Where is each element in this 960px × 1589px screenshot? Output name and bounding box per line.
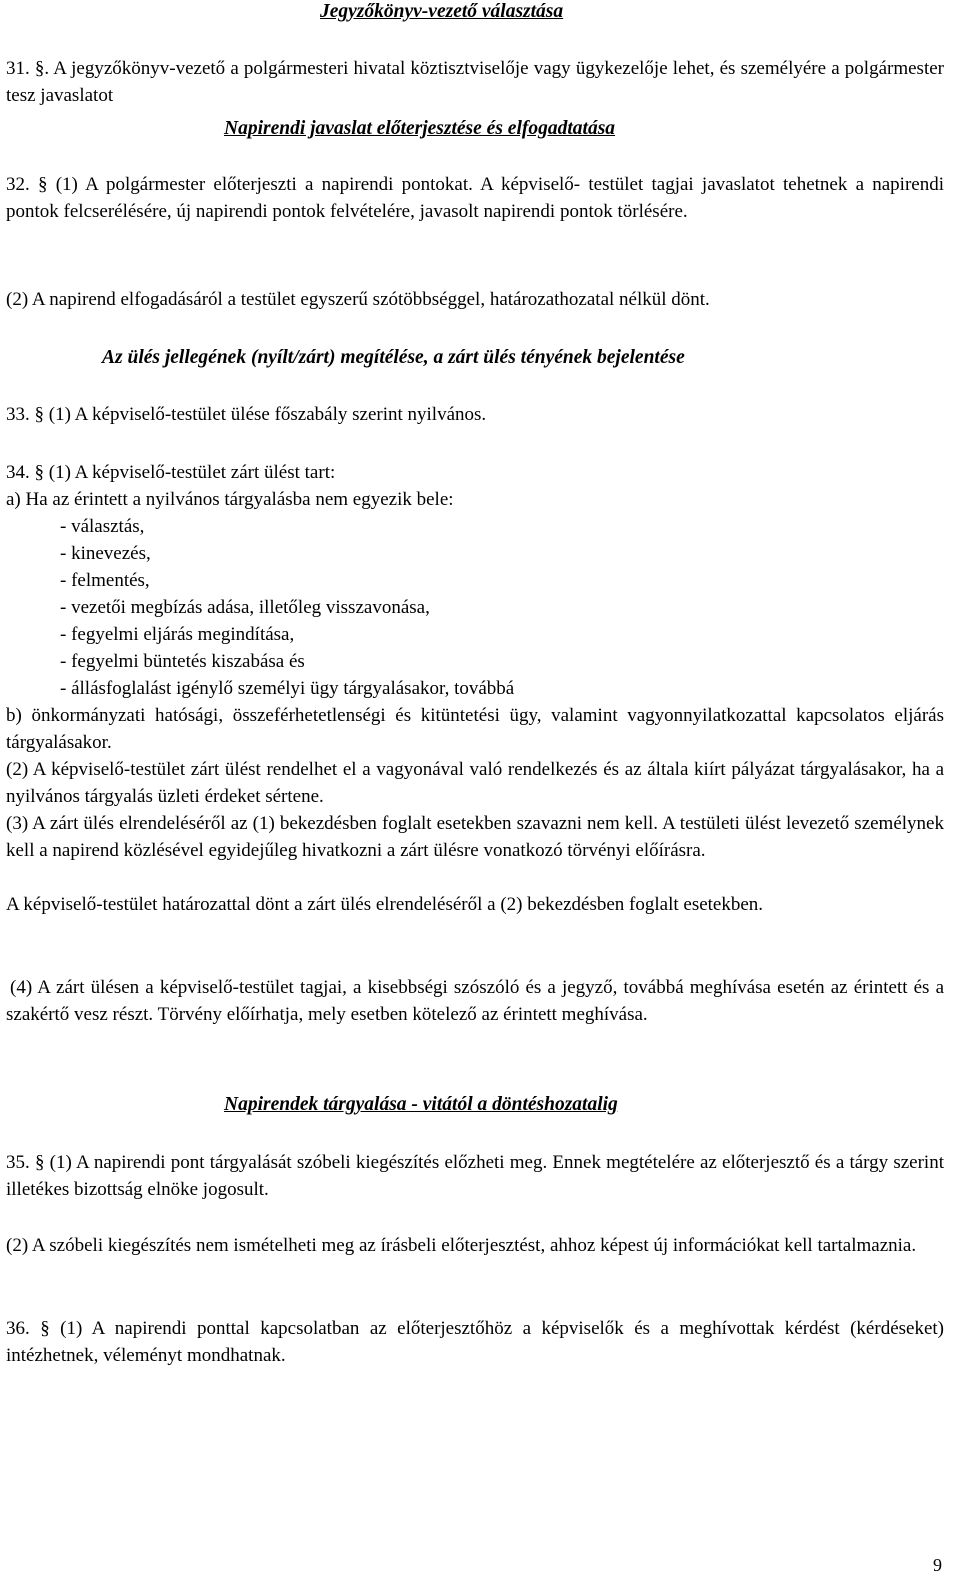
list-item: - fegyelmi eljárás megindítása, [60, 624, 295, 645]
list-item: - vezetői megbízás adása, illetőleg visszavonása, [60, 597, 430, 618]
paragraph-34-a: a) Ha az érintett a nyilvános tárgyalásba nem egyezik bele: [6, 489, 454, 510]
paragraph-35-2: (2) A szóbeli kiegészítés nem ismételheti meg az írásbeli előterjesztést, ahhoz képest új információkat kell tartalmaznia. [6, 1235, 917, 1256]
paragraph-34-3: (3) A zárt ülés elrendeléséről az (1) bekezdésben foglalt esetekben szavazni nem kell. A testületi ülést levezető személynek kell a napirend közlésével egyidejűleg hivatkozni a zárt ülésre vonatkozó törvényi előírásra. [6, 813, 944, 861]
paragraph-31: 31. §. A jegyzőkönyv-vezető a polgármesteri hivatal köztisztviselője vagy ügykezelője lehet, és személyére a polgármester tesz javaslatot [6, 58, 944, 106]
paragraph-32-1: 32. § (1) A polgármester előterjeszti a napirendi pontokat. A képviselő- testület tagjai javaslatot tehetnek a napirendi pontok felcserélésére, új napirendi pontok felvételére, javasolt napirendi pontok törlésére. [6, 174, 944, 222]
paragraph-34-2: (2) A képviselő-testület zárt ülést rendelhet el a vagyonával való rendelkezés és az általa kiírt pályázat tárgyalásakor, ha a nyilvános tárgyalás üzleti érdeket sértene. [6, 759, 944, 807]
heading-napirendi-javaslat: Napirendi javaslat előterjesztése és elfogadtatása [224, 118, 616, 139]
paragraph-32-2: (2) A napirend elfogadásáról a testület egyszerű szótöbbséggel, határozathozatal nélkül dönt. [6, 289, 710, 310]
page-number: 9 [933, 1555, 942, 1575]
list-item: - állásfoglalást igénylő személyi ügy tárgyalásakor, továbbá [60, 678, 515, 699]
list-item: - választás, [60, 516, 145, 537]
heading-napirendek-targyalasa: Napirendek tárgyalása - vitától a döntéshozatalig [224, 1094, 618, 1115]
paragraph-34-b: b) önkormányzati hatósági, összeférhetetlenségi és kitüntetési ügy, valamint vagyonnyilatkozattal kapcsolatos eljárás tárgyalásakor. [6, 705, 944, 753]
paragraph-34-1: 34. § (1) A képviselő-testület zárt ülést tart: [6, 462, 336, 483]
heading-ules-jellege: Az ülés jellegének (nyílt/zárt) megítélése, a zárt ülés tényének bejelentése [102, 347, 685, 368]
paragraph-34-3b: A képviselő-testület határozattal dönt a zárt ülés elrendeléséről a (2) bekezdésben foglalt esetekben. [6, 894, 764, 915]
paragraph-35-1: 35. § (1) A napirendi pont tárgyalását szóbeli kiegészítés előzheti meg. Ennek megtételére az előterjesztő és a tárgy szerint illetékes bizottság elnöke jogosult. [6, 1152, 944, 1200]
heading-jegyzokonyv-vezeto: Jegyzőkönyv-vezető választása [320, 1, 564, 22]
list-item: - fegyelmi büntetés kiszabása és [60, 651, 305, 672]
paragraph-34-4: (4) A zárt ülésen a képviselő-testület tagjai, a kisebbségi szószóló és a jegyző, továbbá meghívása esetén az érintett és a szakértő vesz részt. Törvény előírhatja, mely esetben kötelező az érintett meghívása. [6, 977, 944, 1025]
list-item: - felmentés, [60, 570, 150, 591]
paragraph-33: 33. § (1) A képviselő-testület ülése főszabály szerint nyilvános. [6, 404, 487, 425]
list-item: - kinevezés, [60, 543, 151, 564]
paragraph-36-1: 36. § (1) A napirendi ponttal kapcsolatban az előterjesztőhöz a képviselők és a meghívottak kérdést (kérdéseket) intézhetnek, véleményt mondhatnak. [6, 1318, 944, 1366]
